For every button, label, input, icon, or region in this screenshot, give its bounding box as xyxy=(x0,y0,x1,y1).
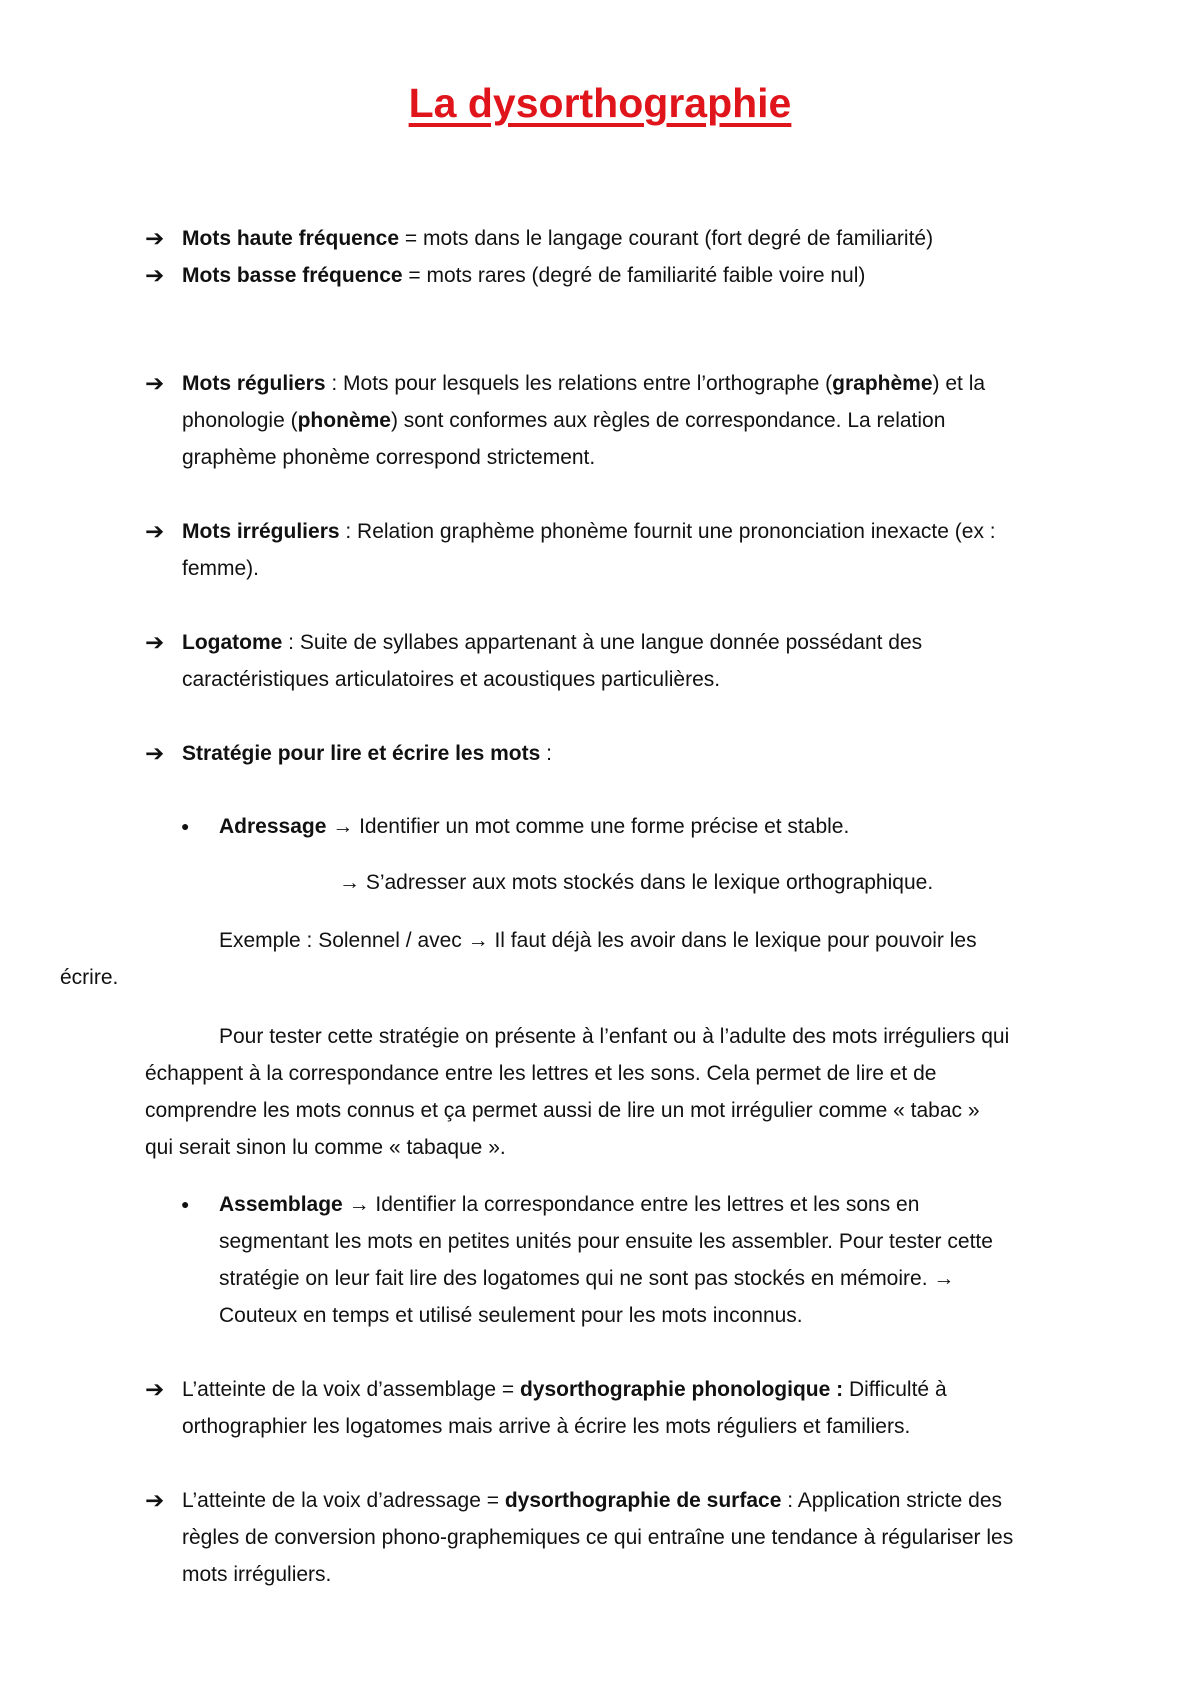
text: Exemple : Solennel / avec xyxy=(219,929,468,952)
assemblage-line1 xyxy=(219,1186,919,1223)
item-low-frequency xyxy=(182,257,865,294)
arrow-icon: ➔ xyxy=(145,1376,165,1402)
arrow-small-icon: → xyxy=(348,1193,370,1216)
adressage-example xyxy=(219,922,977,959)
text: ) sont conformes aux règles de correspondance. La relation xyxy=(390,409,946,432)
definition: = mots dans le langage courant (fort degré de familiarité) xyxy=(399,227,934,250)
adressage-line1 xyxy=(219,808,849,845)
item-regular-words-line1 xyxy=(182,365,985,402)
text: Identifier la correspondance entre les lettres et les sons en xyxy=(369,1193,920,1216)
arrow-small-icon: → xyxy=(339,871,360,894)
text: Difficulté à xyxy=(843,1378,947,1401)
term: Stratégie pour lire et écrire les mots xyxy=(182,742,541,765)
text: : Mots pour lesquels les relations entre l’orthographe ( xyxy=(325,372,833,395)
term: dysorthographie de surface xyxy=(504,1489,782,1512)
text: : Application stricte des xyxy=(781,1489,1003,1512)
adressage-paragraph-line1: Pour tester cette stratégie on présente à l’enfant ou à l’adulte des mots irréguliers qui xyxy=(219,1025,1010,1048)
definition: = mots rares (degré de familiarité faible voire nul) xyxy=(402,264,866,287)
arrow-icon: ➔ xyxy=(145,370,165,396)
text: L’atteinte de la voix d’adressage = xyxy=(182,1489,505,1512)
term: Assemblage xyxy=(219,1193,343,1216)
arrow-small-icon: → xyxy=(332,815,354,838)
arrow-small-icon: → xyxy=(933,1267,955,1290)
arrow-icon: ➔ xyxy=(145,1487,165,1513)
term: dysorthographie phonologique : xyxy=(519,1378,844,1401)
text: L’atteinte de la voix d’assemblage = xyxy=(182,1378,520,1401)
item-surface-line2: règles de conversion phono-graphemiques ce qui entraîne une tendance à régulariser les xyxy=(182,1526,1014,1549)
term: Mots basse fréquence xyxy=(182,264,403,287)
term: Adressage xyxy=(219,815,327,838)
arrow-icon: ➔ xyxy=(145,740,165,766)
item-surface-line1 xyxy=(182,1482,1002,1519)
arrow-icon: ➔ xyxy=(145,225,165,251)
item-surface-line3: mots irréguliers. xyxy=(182,1563,332,1586)
term: Mots réguliers xyxy=(182,372,326,395)
arrow-small-icon: → xyxy=(467,929,489,952)
text: ) et la xyxy=(932,372,986,395)
adressage-paragraph-line3: comprendre les mots connus et ça permet aussi de lire un mot irrégulier comme « tabac » xyxy=(145,1099,980,1122)
page-title: La dysorthographie xyxy=(408,80,792,126)
term: phonème xyxy=(297,409,391,432)
adressage-paragraph-line4: qui serait sinon lu comme « tabaque ». xyxy=(145,1136,506,1159)
item-strategy xyxy=(182,735,552,772)
item-high-frequency xyxy=(182,220,933,257)
arrow-icon: ➔ xyxy=(145,629,165,655)
item-logatome-line1 xyxy=(182,624,922,661)
text: : Suite de syllabes appartenant à une langue donnée possédant des xyxy=(282,631,923,654)
assemblage-line4: Couteux en temps et utilisé seulement pour les mots inconnus. xyxy=(219,1304,803,1327)
item-regular-words-line2 xyxy=(182,402,945,439)
bullet-icon: ● xyxy=(181,818,190,834)
text: S’adresser aux mots stockés dans le lexique orthographique. xyxy=(360,871,934,894)
text: phonologie ( xyxy=(182,409,298,432)
text: Il faut déjà les avoir dans le lexique pour pouvoir les xyxy=(488,929,977,952)
item-regular-words-line3: graphème phonème correspond strictement. xyxy=(182,446,596,469)
arrow-icon: ➔ xyxy=(145,518,165,544)
item-logatome-line2: caractéristiques articulatoires et acoustiques particulières. xyxy=(182,668,721,691)
item-irregular-words-line2: femme). xyxy=(182,557,260,580)
assemblage-line3 xyxy=(219,1260,954,1297)
term: graphème xyxy=(832,372,933,395)
item-irregular-words-line1 xyxy=(182,513,996,550)
text: Identifier un mot comme une forme précise et stable. xyxy=(353,815,850,838)
text: : Relation graphème phonème fournit une prononciation inexacte (ex : xyxy=(339,520,996,543)
assemblage-line2: segmentant les mots en petites unités pour ensuite les assembler. Pour tester cette xyxy=(219,1230,993,1253)
term: Logatome xyxy=(182,631,283,654)
item-phonological-line2: orthographier les logatomes mais arrive à écrire les mots réguliers et familiers. xyxy=(182,1415,911,1438)
bullet-icon: ● xyxy=(181,1196,190,1212)
text: : xyxy=(540,742,552,765)
adressage-example-end: écrire. xyxy=(60,966,119,989)
text: stratégie on leur fait lire des logatomes qui ne sont pas stockés en mémoire. xyxy=(219,1267,934,1290)
adressage-paragraph-line2: échappent à la correspondance entre les lettres et les sons. Cela permet de lire et de xyxy=(145,1062,937,1085)
adressage-line2 xyxy=(339,864,933,901)
term: Mots haute fréquence xyxy=(182,227,400,250)
arrow-icon: ➔ xyxy=(145,262,165,288)
term: Mots irréguliers xyxy=(182,520,340,543)
item-phonological-line1 xyxy=(182,1371,947,1408)
